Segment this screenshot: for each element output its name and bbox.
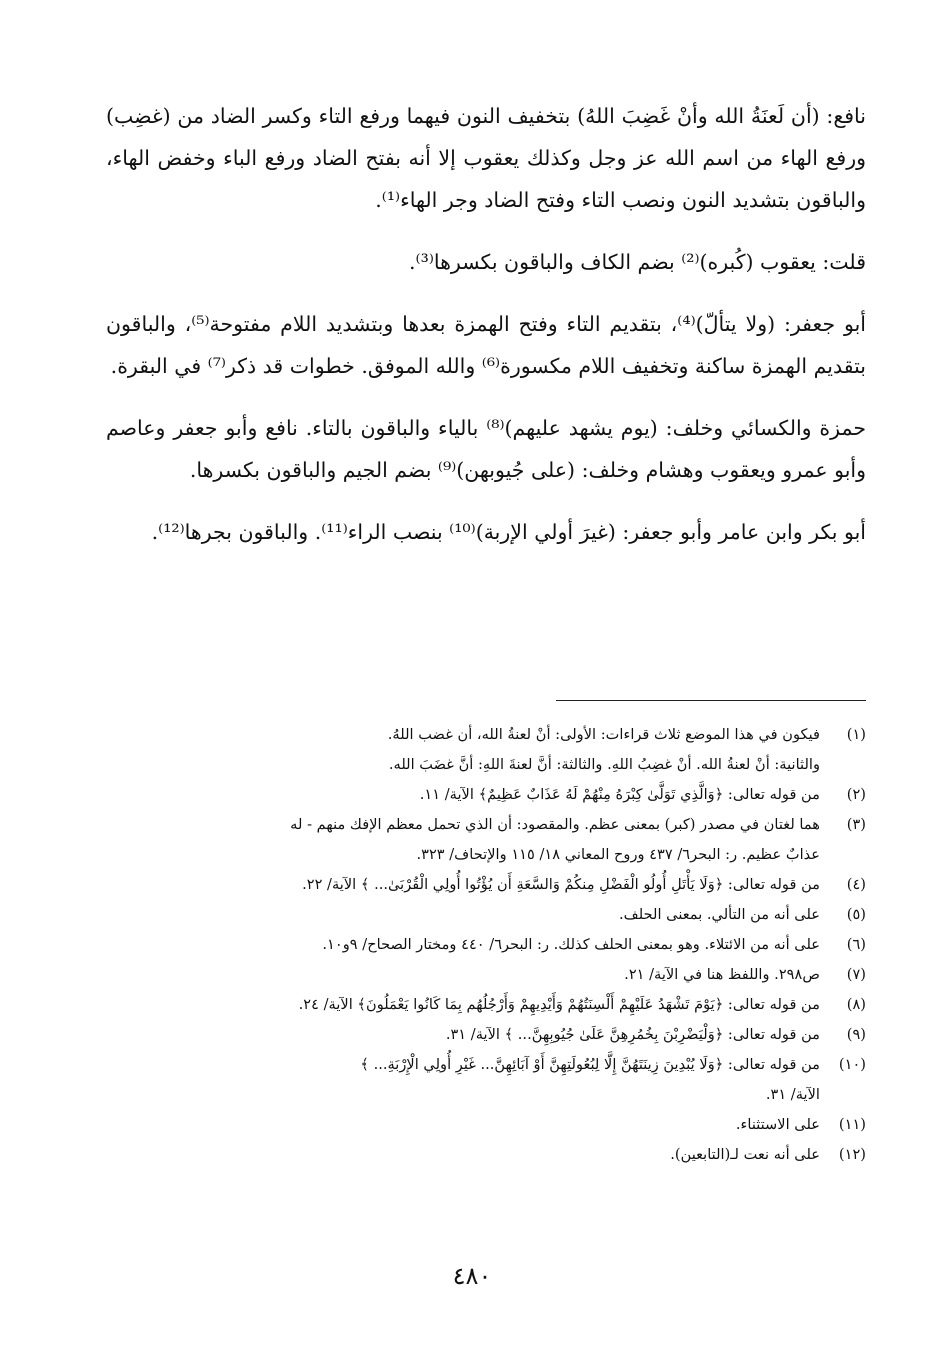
footnote-number: (٩) <box>846 1026 866 1043</box>
footnote-text: فيكون في هذا الموضع ثلاث قراءات: الأولى: أنْ لعنةُ الله، أن غضب اللهُ. <box>387 726 820 743</box>
footnote-number: (١٠) <box>838 1056 866 1073</box>
footnote-number: (٦) <box>846 936 866 953</box>
footnote-text: من قوله تعالى: ﴿وَلَا يَأْتَلِ أُولُو الْفَضْلِ مِنكُمْ وَالسَّعَةِ أَن يُؤْتُوا أُولِي الْقُرْبَىٰ... ﴾ الآية/ ٢٢. <box>302 876 820 893</box>
paragraph-abu-bakr: أبو بكر وابن عامر وأبو جعفر: (غيرَ أولي الإربة)⁽¹⁰⁾ بنصب الراء⁽¹¹⁾. والباقون بجرها⁽¹²⁾. <box>151 520 866 544</box>
footnote-text: على أنه من التألي. بمعنى الحلف. <box>619 906 820 923</box>
footnote-6 <box>96 930 866 960</box>
page-number: ٤٨٠ <box>452 1262 492 1290</box>
footnote-number: (٥) <box>846 906 866 923</box>
footnote-8 <box>96 990 866 1020</box>
footnote-text: من قوله تعالى: ﴿وَلَا يُبْدِينَ زِينَتَهُنَّ إِلَّا لِبُعُولَتِهِنَّ أَوْ آبَائِهِنَّ... غَيْرِ أُولِي الْإِرْبَةِ... ﴾ <box>360 1056 820 1073</box>
footnote-number: (٣) <box>846 816 866 833</box>
footnote-text: على أنه نعت لـ(التابعين). <box>670 1146 820 1163</box>
footnote-text: على أنه من الائتلاء. وهو بمعنى الحلف كذلك. ر: البحر٦/ ٤٤٠ ومختار الصحاح/ ٩و١٠. <box>322 936 820 953</box>
footnote-2 <box>96 780 866 810</box>
main-text <box>106 95 866 573</box>
footnote-5 <box>96 900 866 930</box>
footnote-11 <box>96 1110 866 1140</box>
footnote-text: من قوله تعالى: ﴿يَوْمَ تَشْهَدُ عَلَيْهِمْ أَلْسِنَتُهُمْ وَأَيْدِيهِمْ وَأَرْجُلُهُم بِمَا كَانُوا يَعْمَلُونَ﴾ الآية/ ٢٤. <box>298 996 820 1013</box>
paragraph-qultu: قلت: يعقوب (كُبره)⁽²⁾ بضم الكاف والباقون بكسرها⁽³⁾. <box>409 250 866 274</box>
footnotes <box>96 720 866 1170</box>
footnote-9 <box>96 1020 866 1050</box>
footnote-number: (١١) <box>838 1116 866 1133</box>
footnote-number: (١) <box>846 726 866 743</box>
footnote-text: والثانية: أنْ لعنةُ الله. أنْ غضِبُ اللهِ. والثالثة: أنَّ لعنةَ اللهِ: أنَّ غضَبَ الله. <box>388 756 820 773</box>
footnote-number: (١٢) <box>838 1146 866 1163</box>
footnote-1 <box>96 720 866 780</box>
footnote-3 <box>96 810 866 870</box>
footnote-divider <box>556 700 866 701</box>
footnote-number: (٨) <box>846 996 866 1013</box>
paragraph-nafi: نافع: (أن لَعنَةُ الله وأنْ غَضِبَ اللهُ) بتخفيف النون فيهما ورفع التاء وكسر الضاد من (غضِب) ورفع الهاء من اسم الله عز وجل وكذلك يعقوب إلا أنه بفتح الضاد ورفع الباء وخفض الهاء، والباقون بتشديد النون ونصب التاء وفتح الضاد وجر الهاء⁽¹⁾. <box>106 104 866 212</box>
footnote-text: من قوله تعالى: ﴿وَلْيَضْرِبْنَ بِخُمُرِهِنَّ عَلَىٰ جُيُوبِهِنَّ... ﴾ الآية/ ٣١. <box>445 1026 820 1043</box>
footnote-text: ص٢٩٨. واللفظ هنا في الآية/ ٢١. <box>624 966 820 983</box>
footnote-text: هما لغتان في مصدر (كبر) بمعنى عظم. والمقصود: أن الذي تحمل معظم الإفك منهم - له <box>290 816 820 833</box>
footnote-number: (٧) <box>846 966 866 983</box>
footnote-7 <box>96 960 866 990</box>
footnote-number: (٢) <box>846 786 866 803</box>
footnote-4 <box>96 870 866 900</box>
footnote-10 <box>96 1050 866 1110</box>
paragraph-hamza: حمزة والكسائي وخلف: (يوم يشهد عليهم)⁽⁸⁾ بالياء والباقون بالتاء. نافع وأبو جعفر وعاصم وأبو عمرو ويعقوب وهشام وخلف: (على جُيوبهن)⁽⁹⁾ بضم الجيم والباقون بكسرها. <box>106 416 866 482</box>
footnote-12 <box>96 1140 866 1170</box>
footnote-text: من قوله تعالى: ﴿وَالَّذِي تَوَلَّىٰ كِبْرَهُ مِنْهُمْ لَهُ عَذَابٌ عَظِيمٌ﴾ الآية/ ١١. <box>419 786 820 803</box>
footnote-text: على الاستثناء. <box>735 1116 820 1133</box>
footnote-text: الآية/ ٣١. <box>765 1086 820 1103</box>
footnote-number: (٤) <box>846 876 866 893</box>
paragraph-abu-jafar: أبو جعفر: (ولا يتألّ)⁽⁴⁾، بتقديم التاء وفتح الهمزة بعدها وبتشديد اللام مفتوحة⁽⁵⁾، والباقون بتقديم الهمزة ساكنة وتخفيف اللام مكسورة⁽⁶⁾ والله الموفق. خطوات قد ذكر⁽⁷⁾ في البقرة. <box>106 312 866 378</box>
footnote-text: عذابٌ عظيم. ر: البحر٦/ ٤٣٧ وروح المعاني ١٨/ ١١٥ والإتحاف/ ٣٢٣. <box>416 846 820 863</box>
